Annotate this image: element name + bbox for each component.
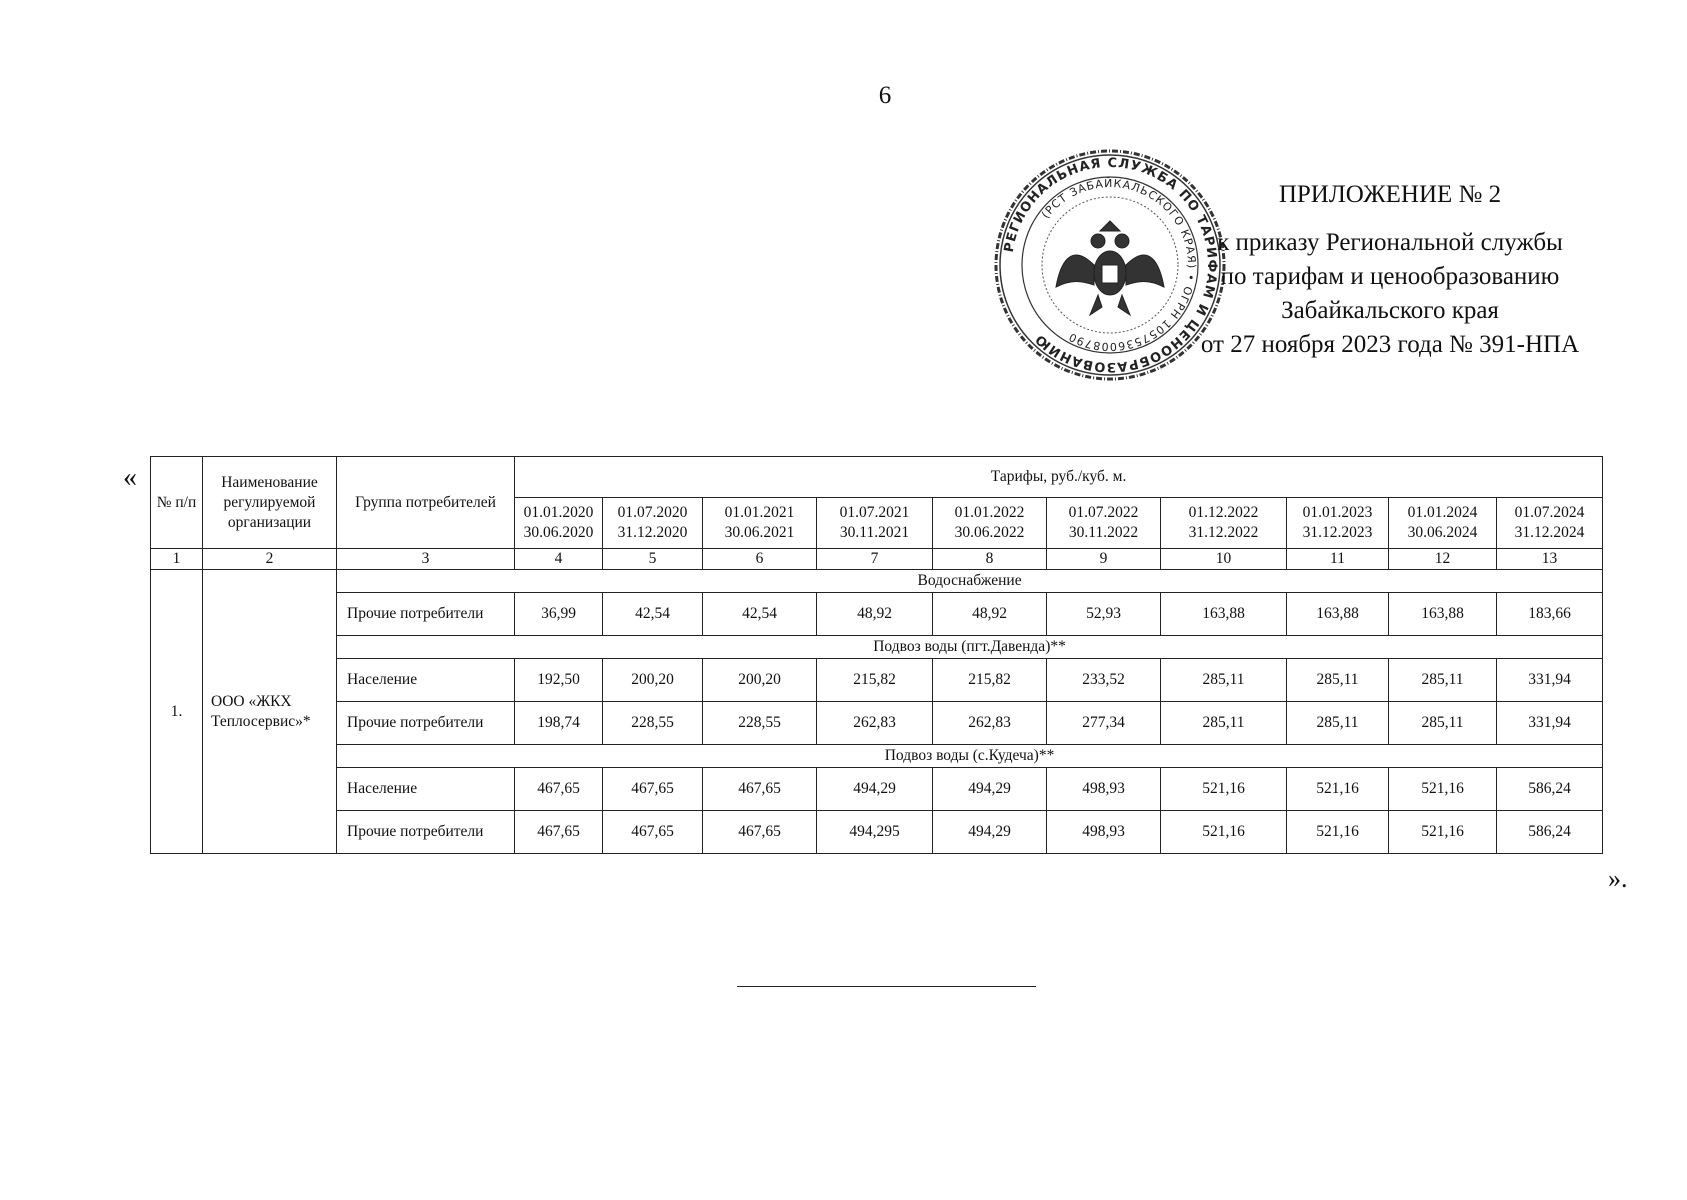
column-number: 9 [1047, 549, 1161, 570]
tariff-value: 498,93 [1047, 811, 1161, 854]
tariff-value: 331,94 [1497, 702, 1603, 745]
tariff-value: 521,16 [1389, 811, 1497, 854]
column-number: 3 [337, 549, 515, 570]
table-row [151, 768, 1603, 811]
tariff-value: 285,11 [1287, 702, 1389, 745]
tariff-value: 163,88 [1287, 593, 1389, 636]
consumer-group: Население [337, 768, 515, 811]
column-number: 12 [1389, 549, 1497, 570]
tariff-value: 48,92 [817, 593, 933, 636]
period-start: 01.07.2024 [1514, 504, 1585, 521]
tariff-value: 467,65 [515, 811, 603, 854]
table-body [151, 457, 1603, 854]
page-number: 6 [878, 82, 892, 109]
section-title: Водоснабжение [337, 570, 1603, 593]
footer-divider [737, 986, 1036, 987]
period-header [1287, 498, 1389, 549]
row-number: 1. [151, 570, 203, 854]
consumer-group: Прочие потребители [337, 593, 515, 636]
section-row [151, 745, 1603, 768]
tariff-value: 285,11 [1161, 659, 1287, 702]
tariff-value: 36,99 [515, 593, 603, 636]
period-end: 31.12.2024 [1514, 524, 1585, 541]
tariff-value: 215,82 [817, 659, 933, 702]
consumer-group: Население [337, 659, 515, 702]
tariff-value: 183,66 [1497, 593, 1603, 636]
tariff-value: 285,11 [1287, 659, 1389, 702]
tariff-value: 521,16 [1161, 768, 1287, 811]
period-start: 01.12.2022 [1188, 504, 1259, 521]
tariff-value: 494,295 [817, 811, 933, 854]
tariff-value: 262,83 [933, 702, 1047, 745]
tariff-value: 42,54 [703, 593, 817, 636]
svg-text:РЕГИОНАЛЬНАЯ СЛУЖБА ПО ТАРИФАМ: РЕГИОНАЛЬНАЯ СЛУЖБА ПО ТАРИФАМ И ЦЕНООБРАЗОВАНИЮ [1001, 155, 1220, 375]
header-line: от 27 ноября 2023 года № 391-НПА [1200, 331, 1580, 358]
tariff-table [150, 456, 1603, 854]
consumer-group: Прочие потребители [337, 702, 515, 745]
period-end: 30.06.2020 [523, 524, 594, 541]
organization-name: ООО «ЖКХ Теплосервис»* [203, 570, 337, 854]
period-start: 01.07.2022 [1068, 504, 1139, 521]
period-header [515, 498, 603, 549]
svg-text:(РСТ ЗАБАЙКАЛЬСКОГО КРАЯ) • ОГ: (РСТ ЗАБАЙКАЛЬСКОГО КРАЯ) • ОГРН 1057536008790 [1038, 176, 1199, 354]
period-end: 30.06.2024 [1407, 524, 1478, 541]
tariff-value: 262,83 [817, 702, 933, 745]
column-number: 8 [933, 549, 1047, 570]
column-number: 1 [151, 549, 203, 570]
column-number: 2 [203, 549, 337, 570]
column-numbers-row [151, 549, 1603, 570]
tariff-value: 198,74 [515, 702, 603, 745]
column-number: 10 [1161, 549, 1287, 570]
section-row [151, 570, 1603, 593]
period-header [603, 498, 703, 549]
tariff-value: 331,94 [1497, 659, 1603, 702]
period-header [1047, 498, 1161, 549]
section-row [151, 636, 1603, 659]
tariff-value: 228,55 [603, 702, 703, 745]
tariff-value: 200,20 [603, 659, 703, 702]
tariff-value: 521,16 [1389, 768, 1497, 811]
period-header [703, 498, 817, 549]
tariff-value: 285,11 [1389, 702, 1497, 745]
period-end: 30.06.2021 [724, 524, 795, 541]
tariff-value: 192,50 [515, 659, 603, 702]
tariff-value: 467,65 [603, 811, 703, 854]
period-header [1497, 498, 1603, 549]
column-number: 7 [817, 549, 933, 570]
header-line: к приказу Региональной службы [1217, 229, 1563, 256]
period-start: 01.01.2022 [954, 504, 1025, 521]
period-end: 30.11.2021 [839, 524, 910, 541]
tariff-value: 586,24 [1497, 768, 1603, 811]
period-end: 31.12.2023 [1302, 524, 1373, 541]
tariff-value: 233,52 [1047, 659, 1161, 702]
tariff-value: 467,65 [703, 768, 817, 811]
appendix-header [1180, 178, 1600, 362]
period-header [817, 498, 933, 549]
table-row [151, 702, 1603, 745]
period-end: 30.11.2022 [1068, 524, 1139, 541]
period-header [1161, 498, 1287, 549]
period-start: 01.01.2020 [523, 504, 594, 521]
tariff-value: 228,55 [703, 702, 817, 745]
header-line: Забайкальского края [1281, 297, 1499, 324]
header-line: по тарифам и ценообразованию [1220, 263, 1560, 290]
tariff-value: 521,16 [1287, 768, 1389, 811]
period-end: 31.12.2020 [617, 524, 688, 541]
opening-quote: « [123, 462, 137, 493]
tariff-value: 42,54 [603, 593, 703, 636]
period-header [933, 498, 1047, 549]
period-start: 01.07.2021 [839, 504, 910, 521]
header-col-no: № п/п [151, 457, 203, 549]
table-row [151, 811, 1603, 854]
tariff-value: 467,65 [515, 768, 603, 811]
tariff-value: 285,11 [1389, 659, 1497, 702]
consumer-group: Прочие потребители [337, 811, 515, 854]
header-col-org: Наименование регулируемой организации [203, 457, 337, 549]
table-row [151, 593, 1603, 636]
period-header [1389, 498, 1497, 549]
tariff-value: 52,93 [1047, 593, 1161, 636]
tariff-value: 494,29 [933, 811, 1047, 854]
column-number: 6 [703, 549, 817, 570]
tariff-value: 48,92 [933, 593, 1047, 636]
section-title: Подвоз воды (пгт.Давенда)** [337, 636, 1603, 659]
period-end: 31.12.2022 [1188, 524, 1259, 541]
tariff-value: 498,93 [1047, 768, 1161, 811]
period-end: 30.06.2022 [954, 524, 1025, 541]
tariff-value: 200,20 [703, 659, 817, 702]
tariff-value: 215,82 [933, 659, 1047, 702]
tariff-value: 494,29 [817, 768, 933, 811]
tariff-value: 467,65 [603, 768, 703, 811]
tariff-value: 163,88 [1161, 593, 1287, 636]
header-tariffs: Тарифы, руб./куб. м. [515, 457, 1603, 498]
tariff-value: 521,16 [1287, 811, 1389, 854]
appendix-title: ПРИЛОЖЕНИЕ № 2 [1278, 181, 1502, 208]
column-number: 5 [603, 549, 703, 570]
tariff-value: 277,34 [1047, 702, 1161, 745]
period-start: 01.01.2021 [724, 504, 795, 521]
table-row [151, 659, 1603, 702]
closing-quote: ». [1608, 864, 1628, 893]
column-number: 4 [515, 549, 603, 570]
header-col-group: Группа потребителей [337, 457, 515, 549]
tariff-value: 494,29 [933, 768, 1047, 811]
tariff-value: 521,16 [1161, 811, 1287, 854]
tariff-value: 467,65 [703, 811, 817, 854]
period-start: 01.01.2024 [1407, 504, 1478, 521]
column-number: 13 [1497, 549, 1603, 570]
period-start: 01.01.2023 [1302, 504, 1373, 521]
period-start: 01.07.2020 [617, 504, 688, 521]
column-number: 11 [1287, 549, 1389, 570]
tariff-value: 163,88 [1389, 593, 1497, 636]
section-title: Подвоз воды (с.Кудеча)** [337, 745, 1603, 768]
tariff-value: 586,24 [1497, 811, 1603, 854]
tariff-value: 285,11 [1161, 702, 1287, 745]
